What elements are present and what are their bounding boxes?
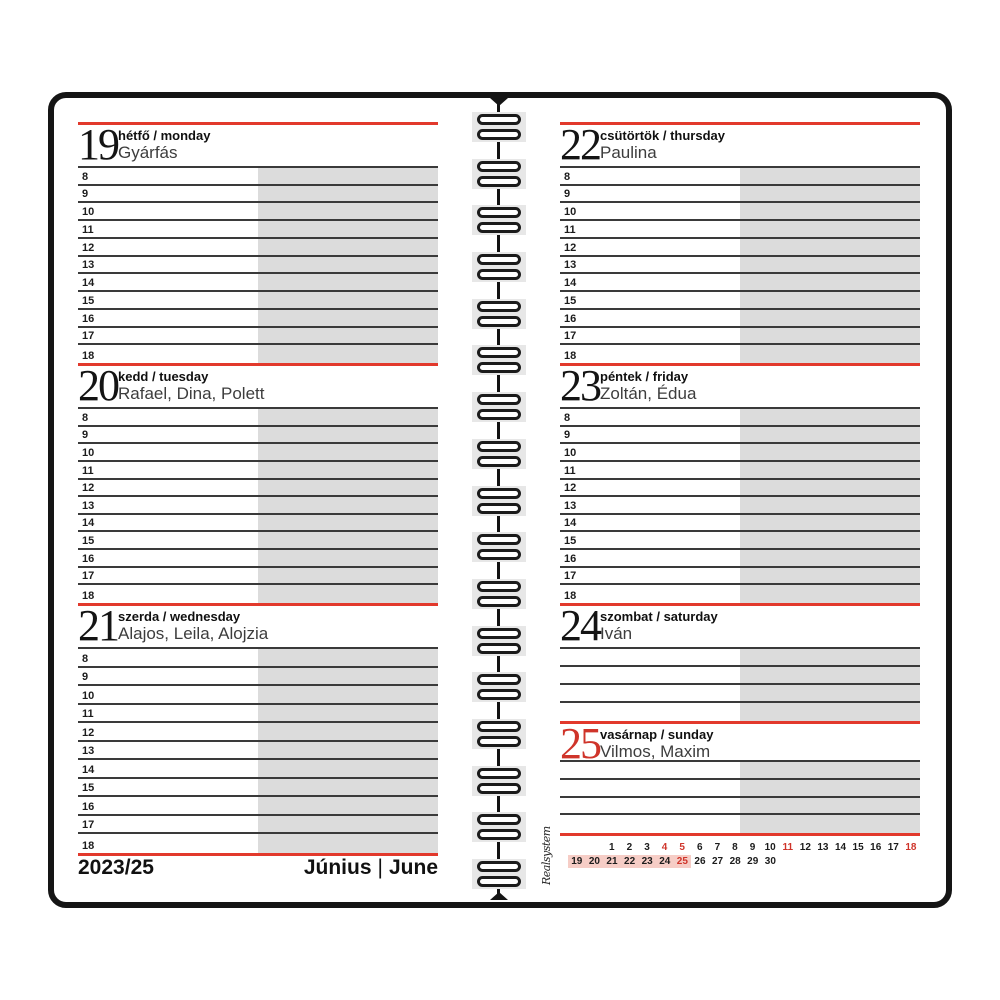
day-header-texts	[596, 368, 696, 404]
hour-row	[560, 239, 920, 257]
name-day-label: Gyárfás	[118, 143, 178, 162]
hour-label: 18	[564, 589, 577, 602]
hour-row	[560, 345, 920, 363]
wire-loop	[477, 628, 521, 639]
day-header-25	[560, 719, 920, 768]
day-name-label: péntek / friday	[600, 369, 689, 384]
day-header-24	[560, 601, 920, 650]
hour-row	[78, 328, 438, 346]
calendar-day: 4	[661, 842, 668, 853]
hour-grid	[560, 407, 920, 603]
day-header-texts	[114, 608, 268, 644]
day-block-24	[560, 603, 920, 721]
hour-row	[560, 815, 920, 833]
calendar-day: 5	[679, 842, 685, 853]
wire-loop	[477, 503, 521, 514]
hour-row	[78, 427, 438, 445]
day-name-label: vasárnap / sunday	[600, 727, 714, 742]
hour-label: 16	[82, 800, 95, 813]
hour-row	[560, 550, 920, 568]
hour-label: 8	[82, 652, 89, 665]
hour-row	[560, 257, 920, 275]
hour-row	[78, 257, 438, 275]
day-header-texts	[114, 127, 210, 163]
day-header-21	[78, 601, 438, 650]
wire-loop	[477, 829, 521, 840]
calendar-day: 18	[905, 842, 917, 853]
hour-row	[560, 649, 920, 667]
hour-row	[78, 462, 438, 480]
hour-row	[78, 221, 438, 239]
hour-row	[78, 168, 438, 186]
binding-notch-bottom	[490, 892, 508, 900]
name-day-label: Alajos, Leila, Alojzia	[118, 624, 269, 643]
hour-row	[560, 462, 920, 480]
hour-row	[560, 444, 920, 462]
name-day-label: Rafael, Dina, Polett	[118, 384, 265, 403]
hour-label: 15	[564, 294, 577, 307]
hour-label: 9	[82, 671, 89, 684]
day-number: 19	[78, 120, 118, 169]
hour-label: 11	[564, 223, 576, 236]
hour-label: 12	[82, 241, 95, 254]
hour-row	[78, 409, 438, 427]
hour-row	[560, 497, 920, 515]
wire-loop	[477, 549, 521, 560]
hour-label: 13	[564, 259, 577, 272]
hour-label: 15	[82, 294, 95, 307]
hour-label: 9	[564, 188, 571, 201]
wire-loop	[477, 736, 521, 747]
day-block-21	[78, 603, 438, 853]
hour-row	[78, 568, 438, 586]
wire-loop	[477, 783, 521, 794]
wire-loop	[477, 316, 521, 327]
day-block-23	[560, 363, 920, 603]
hour-label: 18	[82, 349, 95, 362]
hour-label: 10	[564, 206, 577, 219]
hour-label: 13	[82, 745, 95, 758]
day-name-label: hétfő / monday	[118, 128, 211, 143]
hour-label: 18	[82, 589, 95, 602]
hour-row	[78, 444, 438, 462]
day-number: 21	[78, 601, 118, 650]
hour-row	[78, 742, 438, 761]
hour-row	[560, 667, 920, 685]
hour-row	[78, 550, 438, 568]
wire-loop	[477, 643, 521, 654]
wire-loop	[477, 861, 521, 872]
hour-label: 17	[82, 570, 95, 583]
hour-row	[560, 585, 920, 603]
hour-row	[560, 203, 920, 221]
hour-label: 16	[82, 312, 95, 325]
name-day-label: Zoltán, Édua	[600, 384, 697, 403]
hour-label: 16	[564, 312, 577, 325]
hour-label: 17	[564, 330, 577, 343]
hour-label: 18	[564, 349, 577, 362]
day-header-texts	[114, 368, 264, 404]
day-block-25	[560, 721, 920, 833]
hour-label: 17	[82, 819, 95, 832]
calendar-day: 27	[711, 856, 724, 867]
hour-row	[78, 668, 438, 687]
wire-loop	[477, 814, 521, 825]
day-name-label: kedd / tuesday	[118, 369, 209, 384]
day-number: 23	[560, 361, 600, 410]
wire-loop	[477, 534, 521, 545]
hour-label: 10	[82, 689, 95, 702]
hour-label: 8	[564, 170, 571, 183]
hour-label: 15	[82, 535, 95, 548]
hour-row	[560, 532, 920, 550]
calendar-day: 6	[696, 842, 703, 853]
hour-label: 17	[82, 330, 95, 343]
hour-label: 15	[564, 535, 577, 548]
hour-label: 8	[82, 170, 89, 183]
hour-row	[560, 480, 920, 498]
wire-loop	[477, 441, 521, 452]
hour-label: 11	[82, 464, 94, 477]
month-hungarian: Június	[303, 856, 372, 879]
calendar-day: 9	[749, 842, 756, 853]
hour-row	[78, 760, 438, 779]
calendar-day: 29	[747, 856, 759, 867]
calendar-day: 21	[603, 855, 621, 868]
hour-row	[78, 797, 438, 816]
calendar-day: 12	[799, 842, 811, 853]
calendar-day: 1	[609, 842, 615, 853]
hour-label: 14	[82, 277, 95, 290]
hour-label: 14	[82, 517, 95, 530]
hour-row	[78, 345, 438, 363]
hour-row	[78, 480, 438, 498]
hour-label: 9	[564, 429, 571, 442]
hour-label: 11	[82, 223, 94, 236]
hour-row	[560, 703, 920, 721]
wire-loop	[477, 409, 521, 420]
hour-row	[560, 328, 920, 346]
wire-loop	[477, 674, 521, 685]
hour-label: 13	[82, 499, 95, 512]
hour-row	[78, 186, 438, 204]
wire-loop	[477, 176, 521, 187]
wire-loop	[477, 876, 521, 887]
calendar-day: 26	[694, 856, 706, 867]
day-number: 25	[560, 719, 600, 768]
hour-label: 18	[82, 839, 95, 852]
wire-loop	[477, 347, 521, 358]
hour-row	[560, 515, 920, 533]
calendar-day: 16	[870, 842, 882, 853]
hour-label: 9	[82, 188, 89, 201]
wire-loop	[477, 721, 521, 732]
wire-loop	[477, 254, 521, 265]
hour-label: 16	[564, 552, 577, 565]
wire-loop	[477, 689, 521, 700]
day-header-22	[560, 120, 920, 169]
day-block-22	[560, 122, 920, 363]
hour-row	[560, 568, 920, 586]
day-name-label: csütörtök / thursday	[600, 128, 725, 143]
wire-loop	[477, 488, 521, 499]
calendar-day: 28	[729, 856, 741, 867]
hour-row	[78, 497, 438, 515]
hour-label: 13	[82, 259, 95, 272]
hour-row	[560, 409, 920, 427]
hour-label: 14	[82, 763, 95, 776]
hour-row	[560, 221, 920, 239]
day-header-23	[560, 361, 920, 410]
day-name-label: szombat / saturday	[600, 609, 718, 624]
mini-calendar-row-2	[568, 855, 779, 868]
hour-row	[560, 780, 920, 798]
week-number: 25	[130, 856, 154, 879]
calendar-day: 13	[817, 842, 829, 853]
day-number: 24	[560, 601, 600, 650]
hour-grid	[560, 166, 920, 363]
wire-loop	[477, 581, 521, 592]
hour-label: 12	[82, 482, 95, 495]
day-header-texts	[596, 608, 718, 644]
wire-loop	[477, 394, 521, 405]
month-label	[78, 856, 438, 880]
calendar-day: 11	[782, 842, 794, 853]
hour-row	[78, 515, 438, 533]
hour-row	[78, 705, 438, 724]
hour-row	[78, 310, 438, 328]
calendar-day: 24	[656, 855, 674, 868]
mini-calendar-row-1	[603, 841, 920, 854]
hour-row	[78, 779, 438, 798]
hour-label: 9	[82, 429, 89, 442]
calendar-day: 17	[887, 842, 899, 853]
hour-row	[560, 685, 920, 703]
wire-loop	[477, 129, 521, 140]
wire-loop	[477, 207, 521, 218]
hour-label: 8	[82, 411, 89, 424]
hour-row	[78, 723, 438, 742]
hour-row	[560, 310, 920, 328]
wire-loop	[477, 301, 521, 312]
hour-grid	[560, 647, 920, 721]
hour-label: 15	[82, 782, 95, 795]
hour-row	[560, 186, 920, 204]
calendar-day: 14	[834, 842, 847, 853]
hour-row	[78, 239, 438, 257]
calendar-day: 25	[674, 855, 692, 868]
day-header-texts	[596, 726, 713, 762]
hour-label: 16	[82, 552, 95, 565]
hour-label: 11	[82, 708, 94, 721]
day-number: 22	[560, 120, 600, 169]
hour-label: 10	[82, 446, 95, 459]
hour-grid	[560, 760, 920, 833]
day-header-20	[78, 361, 438, 410]
hour-row	[78, 585, 438, 603]
right-page-footer-rule	[560, 833, 920, 836]
calendar-day: 15	[852, 842, 864, 853]
calendar-day: 7	[714, 842, 721, 853]
hour-row	[78, 274, 438, 292]
hour-grid	[78, 166, 438, 363]
wire-loop	[477, 114, 521, 125]
calendar-day: 23	[638, 855, 656, 868]
hour-label: 11	[564, 464, 576, 477]
month-english: June	[388, 856, 438, 879]
day-header-texts	[596, 127, 725, 163]
hour-row	[560, 274, 920, 292]
name-day-label: Vilmos, Maxim	[600, 742, 711, 761]
hour-row	[78, 686, 438, 705]
calendar-day: 20	[586, 855, 604, 868]
hour-label: 12	[564, 241, 577, 254]
hour-row	[78, 816, 438, 835]
month-separator: |	[377, 856, 383, 879]
hour-label: 10	[82, 206, 95, 219]
hour-row	[560, 427, 920, 445]
calendar-day: 30	[764, 856, 776, 867]
hour-label: 12	[564, 482, 577, 495]
name-day-label: Iván	[600, 624, 633, 643]
day-name-label: szerda / wednesday	[118, 609, 241, 624]
hour-label: 13	[564, 499, 577, 512]
day-block-20	[78, 363, 438, 603]
hour-row	[78, 834, 438, 853]
hour-label: 17	[564, 570, 577, 583]
name-day-label: Paulina	[600, 143, 657, 162]
wire-loop	[477, 768, 521, 779]
hour-row	[78, 203, 438, 221]
hour-row	[78, 649, 438, 668]
day-header-19	[78, 120, 438, 169]
calendar-day: 10	[764, 842, 776, 853]
year-label: 2023/	[78, 856, 131, 879]
wire-loop	[477, 269, 521, 280]
hour-row	[78, 532, 438, 550]
hour-label: 12	[82, 726, 95, 739]
hour-row	[560, 762, 920, 780]
calendar-day: 22	[621, 855, 639, 868]
hour-row	[78, 292, 438, 310]
calendar-day: 19	[568, 855, 586, 868]
calendar-day: 2	[626, 842, 633, 853]
hour-grid	[78, 407, 438, 603]
brand-logo: Realsystem	[540, 826, 553, 886]
hour-row	[560, 292, 920, 310]
wire-loop	[477, 456, 521, 467]
hour-label: 8	[564, 411, 571, 424]
day-number: 20	[78, 361, 118, 410]
wire-loop	[477, 222, 521, 233]
hour-grid	[78, 647, 438, 853]
hour-label: 10	[564, 446, 577, 459]
wire-loop	[477, 596, 521, 607]
calendar-day: 8	[732, 842, 738, 853]
wire-loop	[477, 362, 521, 373]
hour-label: 14	[564, 277, 577, 290]
hour-row	[560, 168, 920, 186]
wire-loop	[477, 161, 521, 172]
hour-label: 14	[564, 517, 577, 530]
binding-notch-top	[490, 98, 508, 106]
day-block-19	[78, 122, 438, 363]
calendar-day: 3	[644, 842, 650, 853]
hour-row	[560, 798, 920, 816]
